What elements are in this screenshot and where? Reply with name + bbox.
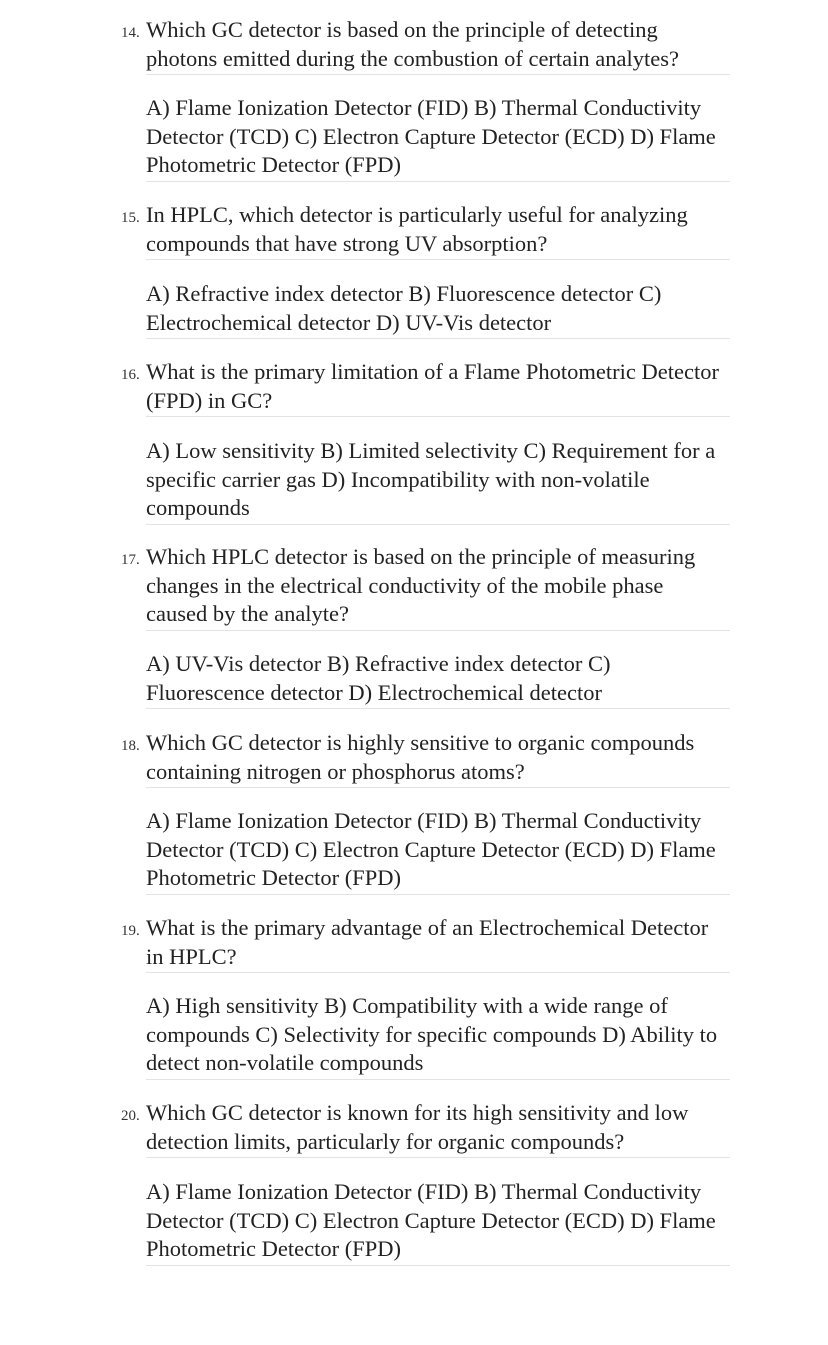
question-text: Which GC detector is highly sensitive to organic compounds containing nitrogen or phosphorus atoms? [146,729,730,788]
answer-options: A) Low sensitivity B) Limited selectivity C) Requirement for a specific carrier gas D) Incompatibility with non-volatile compounds [146,437,730,525]
question-number: 19. [121,923,140,939]
question-number: 17. [121,552,140,568]
answer-options: A) Refractive index detector B) Fluorescence detector C) Electrochemical detector D) UV-Vis detector [146,280,730,339]
question-number: 15. [121,210,140,226]
answer-options: A) Flame Ionization Detector (FID) B) Thermal Conductivity Detector (TCD) C) Electron Capture Detector (ECD) D) Flame Photometric Detector (FPD) [146,94,730,182]
question-number: 16. [121,367,140,383]
question-text: What is the primary limitation of a Flame Photometric Detector (FPD) in GC? [146,358,730,417]
question-number: 14. [121,25,140,41]
question-number: 20. [121,1108,140,1124]
question-text: What is the primary advantage of an Electrochemical Detector in HPLC? [146,914,730,973]
question-text: Which GC detector is based on the principle of detecting photons emitted during the combustion of certain analytes? [146,16,730,75]
question-number: 18. [121,738,140,754]
answer-options: A) UV-Vis detector B) Refractive index detector C) Fluorescence detector D) Electrochemical detector [146,650,730,709]
answer-options: A) Flame Ionization Detector (FID) B) Thermal Conductivity Detector (TCD) C) Electron Capture Detector (ECD) D) Flame Photometric Detector (FPD) [146,807,730,895]
question-text: Which HPLC detector is based on the principle of measuring changes in the electrical conductivity of the mobile phase caused by the analyte? [146,543,730,631]
question-text: Which GC detector is known for its high sensitivity and low detection limits, particularly for organic compounds? [146,1099,730,1158]
question-text: In HPLC, which detector is particularly useful for analyzing compounds that have strong UV absorption? [146,201,730,260]
answer-options: A) High sensitivity B) Compatibility with a wide range of compounds C) Selectivity for specific compounds D) Ability to detect non-volatile compounds [146,992,730,1080]
answer-options: A) Flame Ionization Detector (FID) B) Thermal Conductivity Detector (TCD) C) Electron Capture Detector (ECD) D) Flame Photometric Detector (FPD) [146,1178,730,1266]
